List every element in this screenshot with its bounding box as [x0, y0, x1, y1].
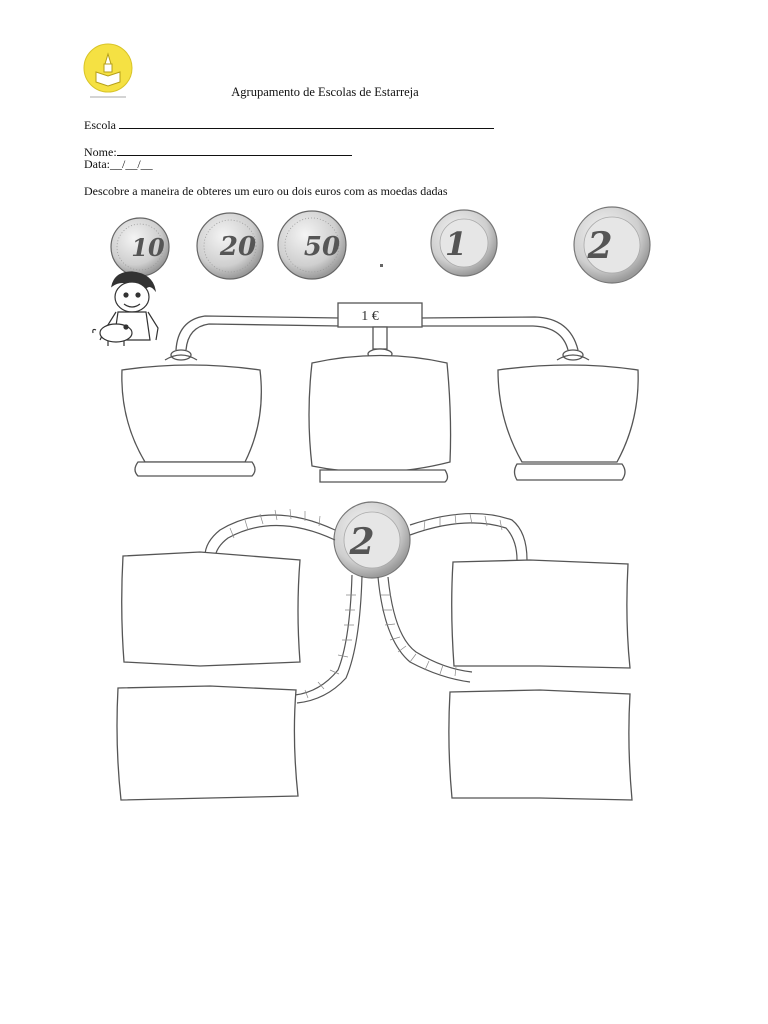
school-field	[84, 116, 494, 133]
coin-20-label: 20	[219, 232, 257, 262]
name-label: Nome:	[84, 145, 117, 159]
coin-20-icon	[197, 213, 263, 279]
center-coin-label: 2	[349, 521, 375, 563]
boy-with-piggy-bank-icon	[93, 272, 158, 346]
left-vessel[interactable]	[122, 365, 261, 462]
exercise-illustration	[0, 200, 768, 820]
date-blank[interactable]: __/__/__	[110, 157, 153, 171]
school-label: Escola	[84, 118, 116, 132]
school-line[interactable]	[119, 116, 494, 129]
coin-1-euro-icon	[431, 210, 497, 276]
name-line[interactable]	[117, 143, 352, 156]
instruction-text: Descobre a maneira de obteres um euro ou dois euros com as moedas dadas	[84, 184, 448, 198]
center-vessel[interactable]	[309, 356, 451, 473]
date-label: Data:	[84, 157, 110, 171]
scale-amount-label: 1 €	[361, 309, 379, 324]
answer-box-bottom-left[interactable]	[117, 686, 298, 800]
coin-1-label: 1	[444, 225, 468, 263]
coin-10-icon	[111, 218, 169, 276]
date-field	[84, 157, 153, 172]
center-2-euro-coin-icon	[334, 502, 410, 578]
coin-2-label: 2	[587, 225, 613, 267]
coin-50-label: 50	[303, 232, 341, 262]
answer-box-top-right[interactable]	[452, 560, 630, 668]
answer-box-bottom-right[interactable]	[449, 690, 632, 800]
answer-box-top-left[interactable]	[122, 552, 300, 666]
right-vessel[interactable]	[498, 365, 638, 462]
coin-50-icon	[278, 211, 346, 279]
coin-10-label: 10	[131, 233, 165, 262]
school-name: Agrupamento de Escolas de Estarreja	[231, 85, 419, 99]
coin-2-euro-icon	[574, 207, 650, 283]
